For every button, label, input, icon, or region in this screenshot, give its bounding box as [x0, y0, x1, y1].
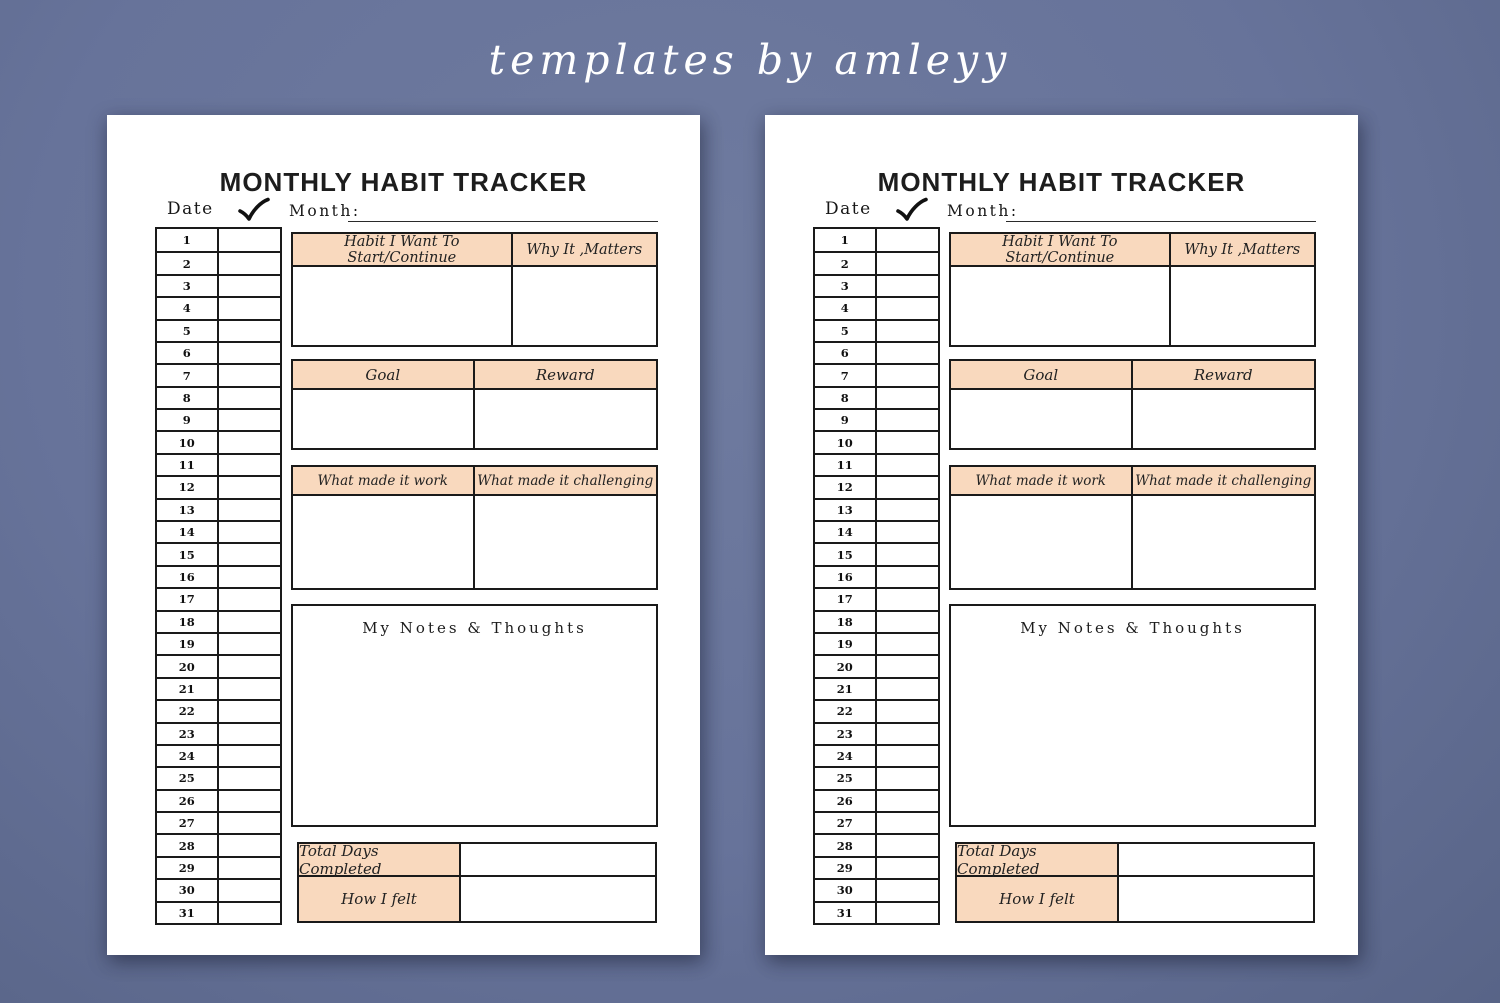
total-days-label: Total Days Completed — [957, 844, 1119, 875]
date-row — [815, 386, 938, 408]
check-cell — [877, 253, 939, 273]
date-row — [157, 363, 280, 385]
total-days-value-cell — [1119, 844, 1313, 875]
how-i-felt-row — [299, 875, 655, 921]
date-number-cell: 29 — [157, 858, 219, 878]
date-row — [157, 632, 280, 654]
check-cell — [877, 410, 939, 430]
how-i-felt-row — [957, 875, 1313, 921]
page-title: MONTHLY HABIT TRACKER — [219, 167, 588, 197]
goal-table-body-row — [293, 390, 656, 448]
date-row — [815, 811, 938, 833]
date-number-cell: 15 — [815, 544, 877, 564]
check-cell — [877, 544, 939, 564]
date-row — [157, 386, 280, 408]
date-number-cell: 5 — [157, 321, 219, 341]
check-cell — [877, 880, 939, 900]
date-row — [815, 722, 938, 744]
why-it-matters-input-area — [513, 267, 656, 345]
what-made-it-work-input-area — [293, 496, 475, 588]
check-cell — [877, 321, 939, 341]
date-row — [815, 610, 938, 632]
what-made-it-challenging-input-area — [475, 496, 657, 588]
date-row — [815, 251, 938, 273]
check-cell — [219, 388, 281, 408]
tracker-page-left — [107, 115, 700, 955]
check-cell — [219, 321, 281, 341]
watermark-text: templates by amleyy — [488, 36, 1012, 84]
what-made-it-challenging-header-cell: What made it challenging — [1135, 472, 1312, 489]
date-number-cell: 7 — [157, 365, 219, 385]
how-i-felt-label: How I felt — [957, 877, 1119, 921]
date-row — [157, 296, 280, 318]
date-row — [815, 363, 938, 385]
check-cell — [219, 432, 281, 452]
check-cell — [219, 679, 281, 699]
date-row — [157, 498, 280, 520]
check-cell — [219, 477, 281, 497]
check-cell — [877, 276, 939, 296]
date-number-cell: 16 — [815, 567, 877, 587]
total-days-row — [957, 841, 1313, 878]
date-row — [815, 274, 938, 296]
date-row — [815, 341, 938, 363]
why-it-matters-header-cell: Why It ,Matters — [1184, 241, 1301, 258]
summary-table — [955, 842, 1315, 923]
date-number-cell: 7 — [815, 365, 877, 385]
check-cell — [219, 813, 281, 833]
date-number-cell: 17 — [157, 589, 219, 609]
date-number-cell: 14 — [815, 522, 877, 542]
check-cell — [219, 365, 281, 385]
check-cell — [877, 746, 939, 766]
date-number-cell: 27 — [815, 813, 877, 833]
why-it-matters-input-area — [1171, 267, 1314, 345]
habit-header-cell: Habit I Want To Start/Continue — [951, 234, 1171, 265]
date-check-table — [155, 227, 282, 925]
date-number-cell: 1 — [815, 229, 877, 251]
date-number-cell: 31 — [157, 903, 219, 923]
check-cell — [219, 858, 281, 878]
date-number-cell: 31 — [815, 903, 877, 923]
date-row — [157, 408, 280, 430]
date-number-cell: 3 — [815, 276, 877, 296]
date-number-cell: 14 — [157, 522, 219, 542]
notes-title: My Notes & Thoughts — [1020, 619, 1245, 637]
date-row — [815, 654, 938, 676]
date-row — [815, 856, 938, 878]
tracker-page-right — [765, 115, 1358, 955]
check-cell — [877, 791, 939, 811]
date-number-cell: 13 — [815, 500, 877, 520]
what-made-it-challenging-header-cell: What made it challenging — [477, 472, 654, 489]
goal-table-body-row — [951, 390, 1314, 448]
check-cell — [219, 276, 281, 296]
date-number-cell: 8 — [815, 388, 877, 408]
date-row — [815, 542, 938, 564]
date-row — [157, 475, 280, 497]
habit-table-header-row — [293, 234, 656, 267]
month-input-line — [1006, 203, 1316, 222]
date-number-cell: 28 — [815, 835, 877, 855]
goal-input-area — [951, 390, 1133, 448]
date-check-table — [813, 227, 940, 925]
how-i-felt-value-cell — [1119, 877, 1313, 921]
checkmark-icon — [237, 197, 271, 223]
date-number-cell: 20 — [157, 656, 219, 676]
what-made-it-work-header-cell: What made it work — [293, 467, 475, 494]
date-number-cell: 8 — [157, 388, 219, 408]
what-made-it-work-input-area — [951, 496, 1133, 588]
notes-title: My Notes & Thoughts — [362, 619, 587, 637]
date-row — [157, 878, 280, 900]
check-cell — [877, 701, 939, 721]
date-row — [157, 430, 280, 452]
date-number-cell: 20 — [815, 656, 877, 676]
habit-table — [291, 232, 658, 347]
date-row — [157, 610, 280, 632]
date-number-cell: 17 — [815, 589, 877, 609]
total-days-label: Total Days Completed — [299, 844, 461, 875]
check-cell — [219, 880, 281, 900]
check-cell — [219, 746, 281, 766]
check-cell — [219, 701, 281, 721]
date-row — [157, 699, 280, 721]
date-number-cell: 19 — [157, 634, 219, 654]
date-row — [157, 789, 280, 811]
habit-table — [949, 232, 1316, 347]
date-row — [815, 520, 938, 542]
check-cell — [877, 388, 939, 408]
date-number-cell: 1 — [157, 229, 219, 251]
date-number-cell: 26 — [815, 791, 877, 811]
date-number-cell: 29 — [815, 858, 877, 878]
date-row — [157, 811, 280, 833]
check-cell — [219, 835, 281, 855]
date-row — [815, 453, 938, 475]
date-row — [815, 475, 938, 497]
date-row — [815, 833, 938, 855]
review-table — [949, 465, 1316, 590]
date-row — [815, 744, 938, 766]
review-table-body-row — [293, 496, 656, 588]
date-number-cell: 2 — [157, 253, 219, 273]
check-cell — [877, 477, 939, 497]
date-number-cell: 25 — [815, 768, 877, 788]
date-number-cell: 11 — [815, 455, 877, 475]
check-cell — [877, 298, 939, 318]
check-cell — [877, 679, 939, 699]
goal-header-cell: Goal — [951, 361, 1133, 388]
date-number-cell: 9 — [815, 410, 877, 430]
goal-input-area — [293, 390, 475, 448]
review-table — [291, 465, 658, 590]
check-cell — [219, 410, 281, 430]
date-number-cell: 24 — [157, 746, 219, 766]
check-cell — [219, 724, 281, 744]
check-cell — [877, 813, 939, 833]
how-i-felt-value-cell — [461, 877, 655, 921]
date-row — [815, 766, 938, 788]
check-cell — [219, 634, 281, 654]
date-row — [157, 542, 280, 564]
check-cell — [877, 835, 939, 855]
date-row — [157, 901, 280, 923]
date-row — [157, 587, 280, 609]
reward-input-area — [1133, 390, 1315, 448]
date-row — [815, 677, 938, 699]
date-number-cell: 21 — [815, 679, 877, 699]
date-number-cell: 10 — [157, 432, 219, 452]
check-cell — [877, 589, 939, 609]
date-number-cell: 23 — [815, 724, 877, 744]
check-cell — [877, 567, 939, 587]
date-number-cell: 27 — [157, 813, 219, 833]
month-label: Month: — [947, 202, 1019, 220]
check-cell — [877, 858, 939, 878]
check-cell — [877, 634, 939, 654]
date-number-cell: 13 — [157, 500, 219, 520]
date-number-cell: 2 — [815, 253, 877, 273]
reward-header-cell: Reward — [1193, 365, 1253, 384]
date-row — [157, 251, 280, 273]
date-number-cell: 30 — [157, 880, 219, 900]
date-row — [815, 587, 938, 609]
habit-input-area — [293, 267, 513, 345]
check-cell — [877, 903, 939, 923]
check-cell — [877, 500, 939, 520]
month-label: Month: — [289, 202, 361, 220]
check-cell — [877, 724, 939, 744]
check-cell — [877, 768, 939, 788]
why-it-matters-header-cell: Why It ,Matters — [526, 241, 643, 258]
date-row — [815, 632, 938, 654]
check-cell — [219, 768, 281, 788]
goal-reward-table — [291, 359, 658, 450]
date-number-cell: 16 — [157, 567, 219, 587]
check-cell — [219, 589, 281, 609]
date-row — [157, 274, 280, 296]
reward-input-area — [475, 390, 657, 448]
what-made-it-work-header-cell: What made it work — [951, 467, 1133, 494]
date-number-cell: 12 — [815, 477, 877, 497]
date-row — [815, 296, 938, 318]
check-cell — [219, 298, 281, 318]
check-cell — [877, 432, 939, 452]
date-row — [157, 565, 280, 587]
date-number-cell: 9 — [157, 410, 219, 430]
goal-table-header-row — [293, 361, 656, 390]
date-row — [157, 319, 280, 341]
date-row — [157, 677, 280, 699]
date-row — [157, 722, 280, 744]
date-number-cell: 22 — [815, 701, 877, 721]
date-number-cell: 21 — [157, 679, 219, 699]
date-number-cell: 6 — [815, 343, 877, 363]
check-cell — [219, 791, 281, 811]
habit-header-cell: Habit I Want To Start/Continue — [293, 234, 513, 265]
date-row — [157, 856, 280, 878]
date-number-cell: 6 — [157, 343, 219, 363]
date-number-cell: 30 — [815, 880, 877, 900]
goal-reward-table — [949, 359, 1316, 450]
date-number-cell: 22 — [157, 701, 219, 721]
date-number-cell: 24 — [815, 746, 877, 766]
date-number-cell: 18 — [157, 612, 219, 632]
check-cell — [219, 522, 281, 542]
date-row — [815, 229, 938, 251]
date-number-cell: 15 — [157, 544, 219, 564]
check-cell — [219, 343, 281, 363]
date-number-cell: 18 — [815, 612, 877, 632]
date-number-cell: 5 — [815, 321, 877, 341]
check-cell — [219, 229, 281, 251]
check-cell — [877, 522, 939, 542]
date-column-label: Date — [167, 199, 214, 219]
date-row — [157, 520, 280, 542]
notes-box — [291, 604, 658, 827]
check-cell — [219, 544, 281, 564]
check-cell — [219, 903, 281, 923]
habit-input-area — [951, 267, 1171, 345]
check-cell — [877, 343, 939, 363]
date-number-cell: 25 — [157, 768, 219, 788]
total-days-value-cell — [461, 844, 655, 875]
date-row — [815, 565, 938, 587]
notes-box — [949, 604, 1316, 827]
check-cell — [219, 656, 281, 676]
date-row — [157, 229, 280, 251]
page-title: MONTHLY HABIT TRACKER — [877, 167, 1246, 197]
total-days-row — [299, 841, 655, 878]
goal-table-header-row — [951, 361, 1314, 390]
date-row — [815, 789, 938, 811]
date-row — [157, 654, 280, 676]
habit-table-body-row — [293, 267, 656, 345]
date-number-cell: 3 — [157, 276, 219, 296]
check-cell — [219, 567, 281, 587]
date-row — [157, 833, 280, 855]
check-cell — [877, 365, 939, 385]
date-number-cell: 28 — [157, 835, 219, 855]
check-cell — [877, 455, 939, 475]
how-i-felt-label: How I felt — [299, 877, 461, 921]
goal-header-cell: Goal — [293, 361, 475, 388]
habit-table-header-row — [951, 234, 1314, 267]
check-cell — [877, 656, 939, 676]
date-row — [815, 699, 938, 721]
date-row — [815, 498, 938, 520]
date-row — [815, 408, 938, 430]
habit-table-body-row — [951, 267, 1314, 345]
date-row — [815, 878, 938, 900]
date-number-cell: 23 — [157, 724, 219, 744]
date-number-cell: 4 — [157, 298, 219, 318]
date-number-cell: 26 — [157, 791, 219, 811]
review-table-header-row — [951, 467, 1314, 496]
date-number-cell: 19 — [815, 634, 877, 654]
date-row — [157, 341, 280, 363]
date-row — [157, 744, 280, 766]
date-row — [157, 453, 280, 475]
check-cell — [219, 455, 281, 475]
date-number-cell: 12 — [157, 477, 219, 497]
check-cell — [877, 612, 939, 632]
summary-table — [297, 842, 657, 923]
review-table-header-row — [293, 467, 656, 496]
date-row — [815, 901, 938, 923]
reward-header-cell: Reward — [535, 365, 595, 384]
date-number-cell: 4 — [815, 298, 877, 318]
review-table-body-row — [951, 496, 1314, 588]
check-cell — [219, 612, 281, 632]
date-row — [815, 319, 938, 341]
date-row — [815, 430, 938, 452]
month-input-line — [348, 203, 658, 222]
checkmark-icon — [895, 197, 929, 223]
date-row — [157, 766, 280, 788]
date-number-cell: 11 — [157, 455, 219, 475]
check-cell — [219, 253, 281, 273]
date-column-label: Date — [825, 199, 872, 219]
date-number-cell: 10 — [815, 432, 877, 452]
check-cell — [877, 229, 939, 251]
what-made-it-challenging-input-area — [1133, 496, 1315, 588]
check-cell — [219, 500, 281, 520]
